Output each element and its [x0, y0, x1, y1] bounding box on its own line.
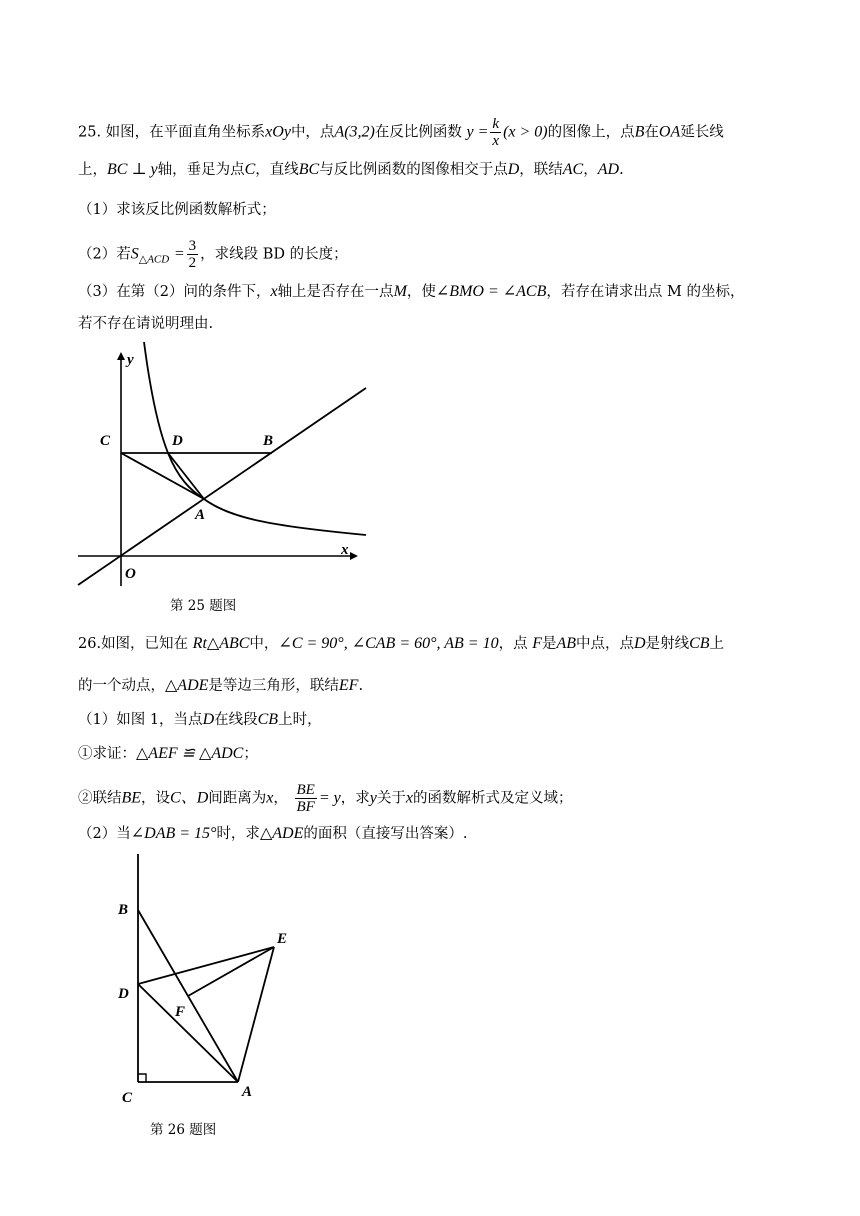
q25-figure: [70, 338, 380, 598]
q26-var: AB: [556, 635, 577, 652]
q25-coord-name: xOy: [265, 123, 291, 141]
q25-text: （2）若: [78, 246, 131, 263]
q26-var: C、D: [170, 789, 209, 807]
q26-text: 如图，已知在: [101, 636, 189, 652]
q25-y-arrow: [117, 352, 125, 360]
q26-part-1: [78, 710, 322, 730]
q26-text: 在线段: [214, 712, 258, 728]
q26-label-e: E: [277, 931, 288, 947]
q25-text: （3）在第（2）问的条件下，: [78, 284, 271, 300]
q26-segment-de: [138, 947, 274, 984]
q26-text: .: [358, 678, 364, 694]
q26-figure: [110, 850, 310, 1110]
q26-var: CB: [689, 635, 710, 652]
q25-area-num: 3: [188, 238, 197, 254]
q25-x-arrow: [350, 552, 358, 560]
q25-func-num: k: [492, 116, 500, 132]
q25-number: 25.: [78, 124, 102, 141]
q26-text: ，: [273, 790, 288, 807]
q25-text: 若不存在请说明理由.: [78, 316, 214, 332]
q26-sub-2: [78, 782, 572, 815]
q25-var: M: [393, 283, 407, 300]
q26-label-c: C: [122, 1090, 133, 1106]
q25-func-domain: (x > 0): [503, 123, 548, 141]
q26-var: x: [405, 789, 413, 807]
q26-number: 26.: [78, 636, 102, 652]
q26-text: 的函数解析式及定义域；: [412, 790, 573, 807]
q25-line-1: [78, 116, 724, 149]
q25-var: BC: [298, 161, 320, 178]
q25-line-2: [78, 160, 624, 180]
q25-label-d: D: [172, 433, 183, 449]
q25-text: 上，: [78, 162, 107, 178]
q26-text: 是等边三角形，联结: [208, 678, 339, 694]
q25-var: C: [244, 161, 256, 178]
q25-part-3-cont: [78, 314, 213, 334]
q26-var: y: [369, 789, 377, 807]
q25-text: 如图，在平面直角坐标系: [105, 124, 266, 141]
q25-label-o: O: [125, 566, 136, 582]
q25-text: 在反比例函数: [374, 124, 462, 141]
q25-text: 中，点: [290, 124, 335, 141]
q25-func-lhs: y =: [466, 123, 489, 141]
q26-ratio-num: BE: [296, 782, 315, 798]
q26-ratio-fraction: [295, 782, 317, 815]
q25-segment-ac: [121, 453, 204, 499]
q26-text: ，点: [498, 636, 528, 652]
q26-label-d: D: [118, 986, 129, 1002]
q26-text: ②联结: [78, 790, 122, 807]
q25-var: B: [634, 123, 645, 141]
q25-var: BC ⊥ y: [107, 161, 158, 178]
q26-line-1: [78, 634, 724, 654]
q26-text: （1）如图 1，当点: [78, 712, 203, 728]
q26-part-2: [78, 824, 467, 844]
q25-text: 延长线: [680, 124, 724, 141]
q26-label-f: F: [175, 1004, 186, 1020]
q26-text: 中，: [249, 636, 279, 652]
q26-text: 的一个动点，: [78, 678, 165, 694]
q25-label-b: B: [263, 433, 274, 449]
q26-text: 的面积（直接写出答案）.: [303, 826, 468, 842]
q26-var: Rt△ABC: [192, 635, 250, 652]
q26-sub-1: [78, 744, 258, 764]
q26-var: D: [634, 635, 646, 652]
q25-text: ，若存在请求出点 M 的坐标，: [546, 284, 745, 300]
q25-text: ，: [583, 162, 598, 178]
q25-var: OA: [658, 123, 681, 141]
q26-text: 中点，点: [576, 636, 635, 652]
q25-text: ，联结: [519, 162, 563, 178]
q25-label-y: y: [127, 352, 134, 368]
q25-label-x: x: [341, 542, 349, 558]
q26-congruence: △AEF ≌ △ADC: [136, 745, 244, 762]
q25-area-den: 2: [188, 255, 197, 271]
q26-text: 关于: [376, 790, 406, 807]
q26-var: CB: [257, 711, 279, 728]
q26-ratio-den: BF: [296, 799, 315, 815]
q26-right-angle-mark: [138, 1074, 146, 1082]
q26-var: △ADE: [259, 825, 304, 842]
q25-var: ∠BMO = ∠ACB: [435, 283, 547, 300]
q25-text: .: [619, 162, 624, 178]
q26-conditions: ∠C = 90°, ∠CAB = 60°, AB = 10: [278, 635, 499, 652]
q26-text: ①求证：: [78, 746, 136, 762]
q26-text: 上: [709, 636, 725, 652]
q26-caption: 第 26 题图: [150, 1122, 217, 1138]
q25-part-3: [78, 282, 744, 302]
q25-text: 轴上是否存在一点: [277, 284, 394, 300]
q26-var: ∠DAB = 15°: [130, 825, 217, 842]
q26-text: 间距离为: [208, 790, 267, 807]
q25-var: x: [270, 283, 278, 300]
q26-label-a: A: [242, 1084, 253, 1100]
q26-var: D: [202, 711, 215, 728]
q25-text: 与反比例函数的图像相交于点: [319, 162, 508, 178]
q26-var: F: [532, 635, 542, 652]
q25-text: ，直线: [255, 162, 299, 178]
q26-segment-ad: [138, 984, 238, 1082]
q25-segment-ad: [168, 453, 204, 499]
q25-var: D: [507, 161, 520, 178]
q25-var: AD: [597, 161, 620, 178]
q25-func-den: x: [492, 133, 500, 149]
q25-label-c: C: [100, 433, 111, 449]
q26-label-b: B: [118, 902, 129, 918]
q26-var: = y: [318, 789, 341, 807]
q26-text: 时，求: [216, 826, 260, 842]
q26-text: 是: [541, 636, 557, 652]
q26-segment-ae: [238, 947, 274, 1082]
q25-point-a: A(3,2): [334, 123, 375, 141]
q25-text: ，求线段 BD 的长度；: [200, 246, 348, 263]
q25-part-2: [78, 238, 348, 271]
q25-text: 轴，垂足为点: [157, 162, 245, 178]
q25-caption: 第 25 题图: [170, 598, 237, 614]
q25-text: （1）求该反比例函数解析式；: [78, 202, 276, 218]
q25-area-symbol: S: [130, 245, 139, 263]
q25-text: ，使: [406, 284, 436, 300]
q26-text: ，设: [141, 790, 171, 807]
q25-area-fraction: [187, 238, 199, 271]
q26-line-2: [78, 676, 363, 696]
q25-label-a: A: [195, 507, 206, 523]
q26-text: 是射线: [645, 636, 690, 652]
q25-func-fraction: [490, 116, 501, 149]
q26-text: ；: [243, 746, 258, 762]
q26-var: BE: [121, 789, 142, 807]
q26-text: 上时，: [278, 712, 322, 728]
q26-var: △ADE: [165, 677, 209, 694]
q25-var: =: [173, 245, 185, 263]
q25-text: 在: [644, 124, 659, 141]
q26-segment-ef: [188, 947, 274, 996]
q26-var: x: [266, 789, 274, 807]
q26-text: （2）当: [78, 826, 131, 842]
q26-text: ，求: [340, 790, 370, 807]
q25-area-sub: △ACD: [138, 253, 170, 266]
q25-part-1: [78, 200, 276, 220]
q26-var: EF: [338, 677, 359, 694]
q25-var: AC: [562, 161, 584, 178]
q25-text: 的图像上，点: [547, 124, 635, 141]
